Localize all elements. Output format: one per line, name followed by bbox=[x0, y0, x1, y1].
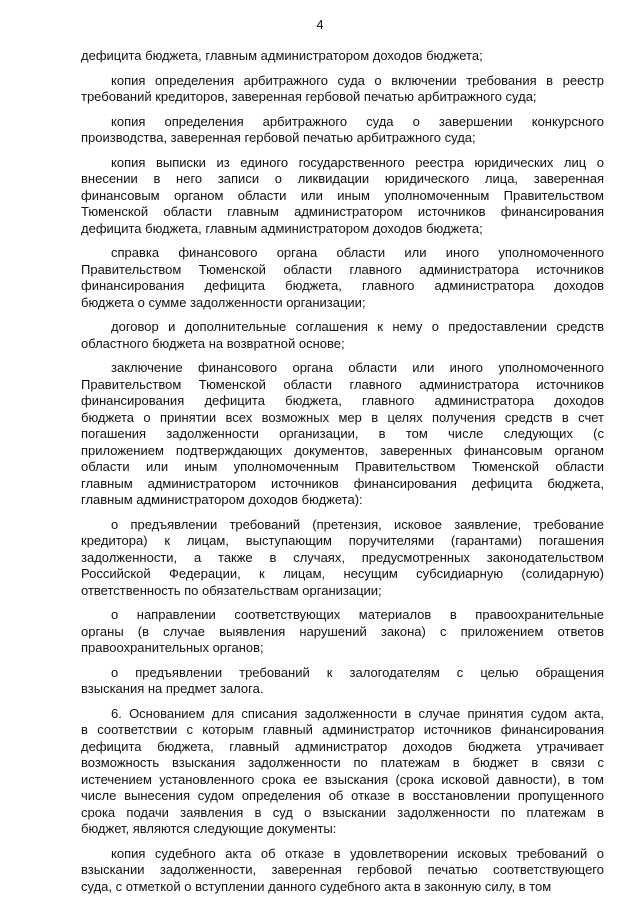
paragraph bbox=[81, 245, 604, 311]
text-line: дефицита бюджета, главным администратором доходов бюджета; bbox=[81, 220, 483, 236]
paragraph-gap bbox=[81, 657, 604, 665]
text-line: копия выписки из единого государственного реестра юридических лиц о bbox=[111, 154, 604, 170]
text-line: срока подачи заявления в суд о взыскании задолженности по платежам в bbox=[81, 804, 604, 820]
paragraph bbox=[81, 48, 604, 65]
text-line: истечением установленного срока ее взыскания (срока исковой давности), в том bbox=[81, 771, 604, 787]
paragraph-gap bbox=[81, 106, 604, 114]
text-line: финансирования дефицита бюджета, главного администратора доходов bbox=[81, 393, 604, 408]
paragraph-gap bbox=[81, 311, 604, 319]
text-line: правоохранительных органов; bbox=[81, 640, 264, 655]
paragraph-gap bbox=[81, 599, 604, 607]
text-line: о предъявлении требований (претензия, исковое заявление, требование bbox=[111, 516, 604, 532]
text-line: взыскании задолженности, заверенная гербовой печатью соответствующего bbox=[81, 862, 604, 877]
paragraph-gap bbox=[81, 65, 604, 73]
text-line: Правительством Тюменской области главного администратора источников bbox=[81, 261, 604, 277]
text-line: дефицита бюджета, главным администратором доходов бюджета; bbox=[81, 48, 483, 63]
text-line: копия определения арбитражного суда о включении требования в реестр bbox=[111, 72, 604, 88]
text-line: задолженности, а также в случаях, предусмотренных законодательством bbox=[81, 549, 604, 565]
text-line: бюджета о сумме задолженности организации; bbox=[81, 294, 366, 310]
text-line: ответственность по обязательствам организации; bbox=[81, 582, 382, 598]
text-line: бюджет, являются следующие документы: bbox=[81, 821, 337, 836]
text-line: Российской Федерации, к лицам, несущим субсидиарную (солидарную) bbox=[81, 566, 604, 581]
text-line: Тюменской области главным администратором источников финансирования bbox=[81, 204, 604, 219]
paragraph bbox=[81, 114, 604, 147]
text-line: Правительством Тюменской области главного администратора источников bbox=[81, 376, 604, 392]
text-line: 6. Основанием для списания задолженности в случае принятия судом акта, bbox=[111, 705, 604, 721]
paragraph bbox=[81, 319, 604, 352]
document-body bbox=[81, 48, 604, 895]
text-line: дефицита бюджета, главный администратор доходов бюджета утрачивает bbox=[81, 738, 604, 754]
text-line: области или иным уполномоченным Правительством Тюменской области bbox=[81, 459, 604, 474]
paragraph bbox=[81, 517, 604, 600]
paragraph-gap bbox=[81, 147, 604, 155]
paragraph bbox=[81, 665, 604, 698]
text-line: бюджета о принятии всех возможных мер в целях получения средств в счет bbox=[81, 409, 604, 425]
paragraph bbox=[81, 360, 604, 509]
text-line: копия судебного акта об отказе в удовлетворении исковых требований о bbox=[111, 845, 604, 861]
text-line: областного бюджета на возвратной основе; bbox=[81, 335, 345, 351]
text-line: кредитора) к лицам, выступающим поручителями (гарантами) погашения bbox=[81, 533, 604, 548]
text-line: суда, с отметкой о вступлении данного судебного акта в законную силу, в том bbox=[81, 878, 552, 894]
text-line: финансовым органом области или иным уполномоченным Правительством bbox=[81, 187, 604, 203]
page-number: 4 bbox=[316, 17, 324, 32]
paragraph bbox=[81, 706, 604, 838]
paragraph-gap bbox=[81, 237, 604, 245]
text-line: приложением подтверждающих документов, заверенных финансовым органом bbox=[81, 442, 604, 458]
paragraph bbox=[81, 846, 604, 896]
text-line: главным администратором источников финансирования дефицита бюджета, bbox=[81, 475, 604, 491]
paragraph-gap bbox=[81, 838, 604, 846]
text-line: внесении в него записи о ликвидации юридического лица, заверенная bbox=[81, 171, 604, 186]
paragraph bbox=[81, 73, 604, 106]
text-line: договор и дополнительные соглашения к нему о предоставлении средств bbox=[111, 319, 604, 334]
text-line: взыскания на предмет залога. bbox=[81, 681, 264, 696]
text-line: числе вынесения судом определения об отказе в восстановлении пропущенного bbox=[81, 788, 604, 803]
text-line: органы (в случае выявления нарушений закона) с приложением ответов bbox=[81, 623, 604, 639]
paragraph bbox=[81, 155, 604, 238]
paragraph-gap bbox=[81, 698, 604, 706]
text-line: погашения задолженности организации, в том числе следующих (с bbox=[81, 426, 604, 441]
text-line: о направлении соответствующих материалов в правоохранительные bbox=[111, 607, 604, 622]
text-line: производства, заверенная гербовой печатью арбитражного суда; bbox=[81, 130, 476, 145]
text-line: копия определения арбитражного суда о завершении конкурсного bbox=[111, 113, 604, 129]
paragraph-gap bbox=[81, 352, 604, 360]
text-line: главным администратором доходов бюджета): bbox=[81, 492, 363, 507]
paragraph-gap bbox=[81, 509, 604, 517]
text-line: финансирования дефицита бюджета, главного администратора доходов bbox=[81, 278, 604, 293]
text-line: справка финансового органа области или иного уполномоченного bbox=[111, 245, 604, 260]
text-line: в соответствии с которым главный администратор источников финансирования bbox=[81, 722, 604, 737]
text-line: требований кредиторов, заверенная гербовой печатью арбитражного суда; bbox=[81, 89, 537, 104]
paragraph bbox=[81, 607, 604, 657]
text-line: возможность взыскания задолженности по платежам в бюджет в связи с bbox=[81, 755, 604, 770]
text-line: о предъявлении требований к залогодателям с целью обращения bbox=[111, 664, 604, 680]
text-line: заключение финансового органа области или иного уполномоченного bbox=[111, 360, 604, 375]
